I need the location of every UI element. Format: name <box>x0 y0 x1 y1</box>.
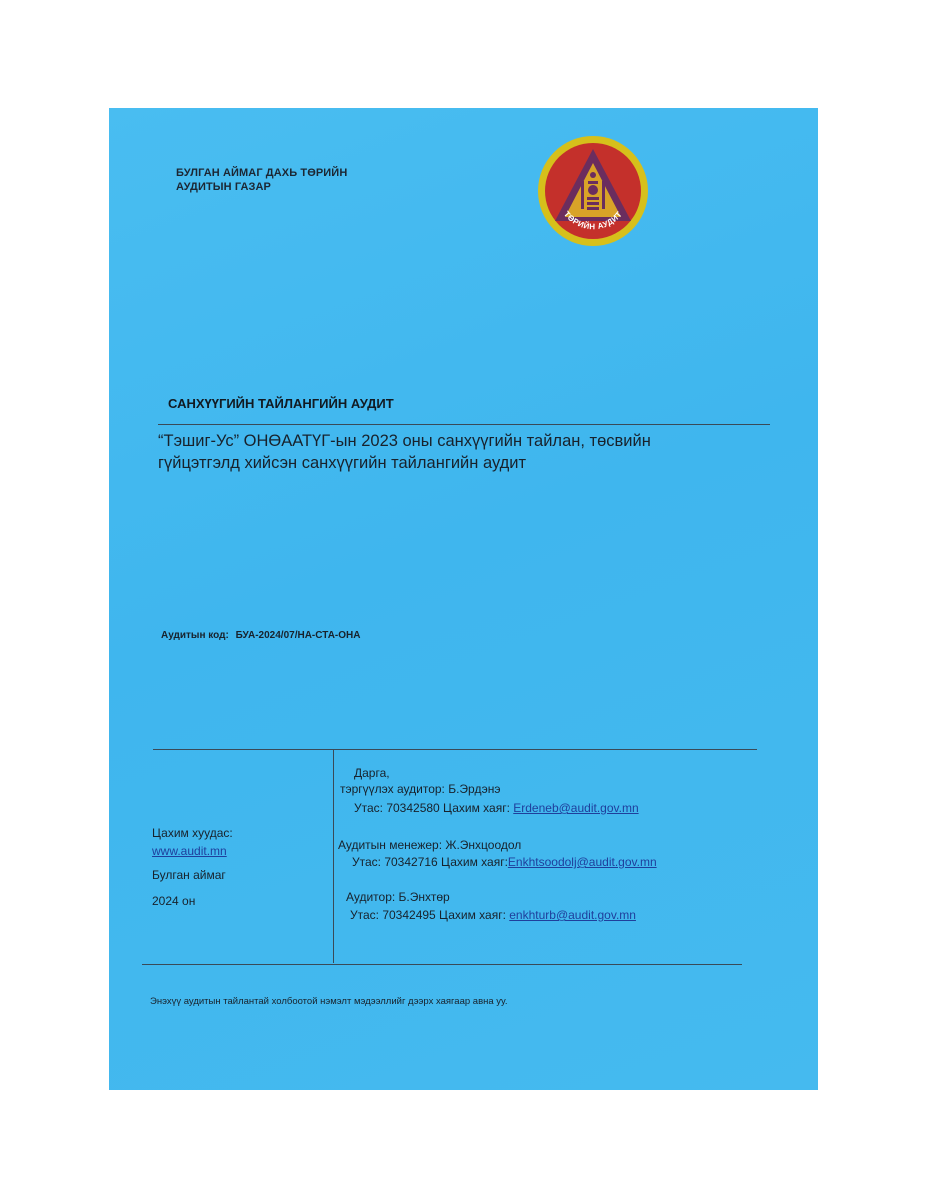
contact-2-email-link[interactable]: Enkhtsoodolj@audit.gov.mn <box>507 855 657 869</box>
website-link[interactable]: www.audit.mn <box>152 844 227 858</box>
audit-code-value: БУА-2024/07/НА-СТА-ОНА <box>235 630 361 641</box>
info-top-divider <box>153 749 757 750</box>
contact-1-phone-text: Утас: 70342580 Цахим хаяг: <box>354 801 510 815</box>
subtitle-line-2: гүйцэтгэлд хийсэн санхүүгийн тайлангийн аудит <box>158 454 527 472</box>
report-subtitle <box>158 430 778 474</box>
footer-note: Энэхүү аудитын тайлантай холбоотой нэмэлт мэдээллийг дээрх хаягаар авна уу. <box>150 996 508 1007</box>
title-divider <box>158 424 770 425</box>
contact-3-phone-text: Утас: 70342495 Цахим хаяг: <box>350 908 506 922</box>
contact-1-phone <box>354 801 639 815</box>
audit-code <box>161 630 360 641</box>
contact-1-role: тэргүүлэх аудитор: Б.Эрдэнэ <box>340 782 501 796</box>
contact-1-email-link[interactable]: Erdeneb@audit.gov.mn <box>513 801 639 815</box>
emblem-text: ТӨРИЙН АУДИТ <box>562 209 624 232</box>
year: 2024 он <box>152 894 196 908</box>
subtitle-line-1: “Тэшиг-Ус” ОНӨААТҮГ-ын 2023 оны санхүүгийн тайлан, төсвийн <box>158 432 651 450</box>
website-label: Цахим хуудас: <box>152 826 233 840</box>
contact-3-email-link[interactable]: enkhturb@audit.gov.mn <box>509 908 636 922</box>
org-line-1: БУЛГАН АЙМАГ ДАХЬ ТӨРИЙН <box>176 167 348 179</box>
section-title: САНХҮҮГИЙН ТАЙЛАНГИЙН АУДИТ <box>168 396 394 411</box>
org-line-2: АУДИТЫН ГАЗАР <box>176 181 271 193</box>
location: Булган аймаг <box>152 868 226 882</box>
contact-3-phone <box>350 908 636 922</box>
audit-code-label: Аудитын код: <box>161 630 229 641</box>
contact-3-role: Аудитор: Б.Энхтөр <box>346 890 450 904</box>
info-column-divider <box>333 749 334 963</box>
info-bottom-divider <box>142 964 742 965</box>
state-audit-emblem-logo <box>537 135 649 247</box>
contact-1-title: Дарга, <box>354 766 390 780</box>
contact-2-role: Аудитын менежер: Ж.Энхцоодол <box>338 838 522 852</box>
report-cover <box>109 108 818 1090</box>
organization-name <box>176 166 347 194</box>
contact-2-phone-text: Утас: 70342716 Цахим хаяг: <box>352 855 508 869</box>
contact-2-phone <box>352 855 657 869</box>
